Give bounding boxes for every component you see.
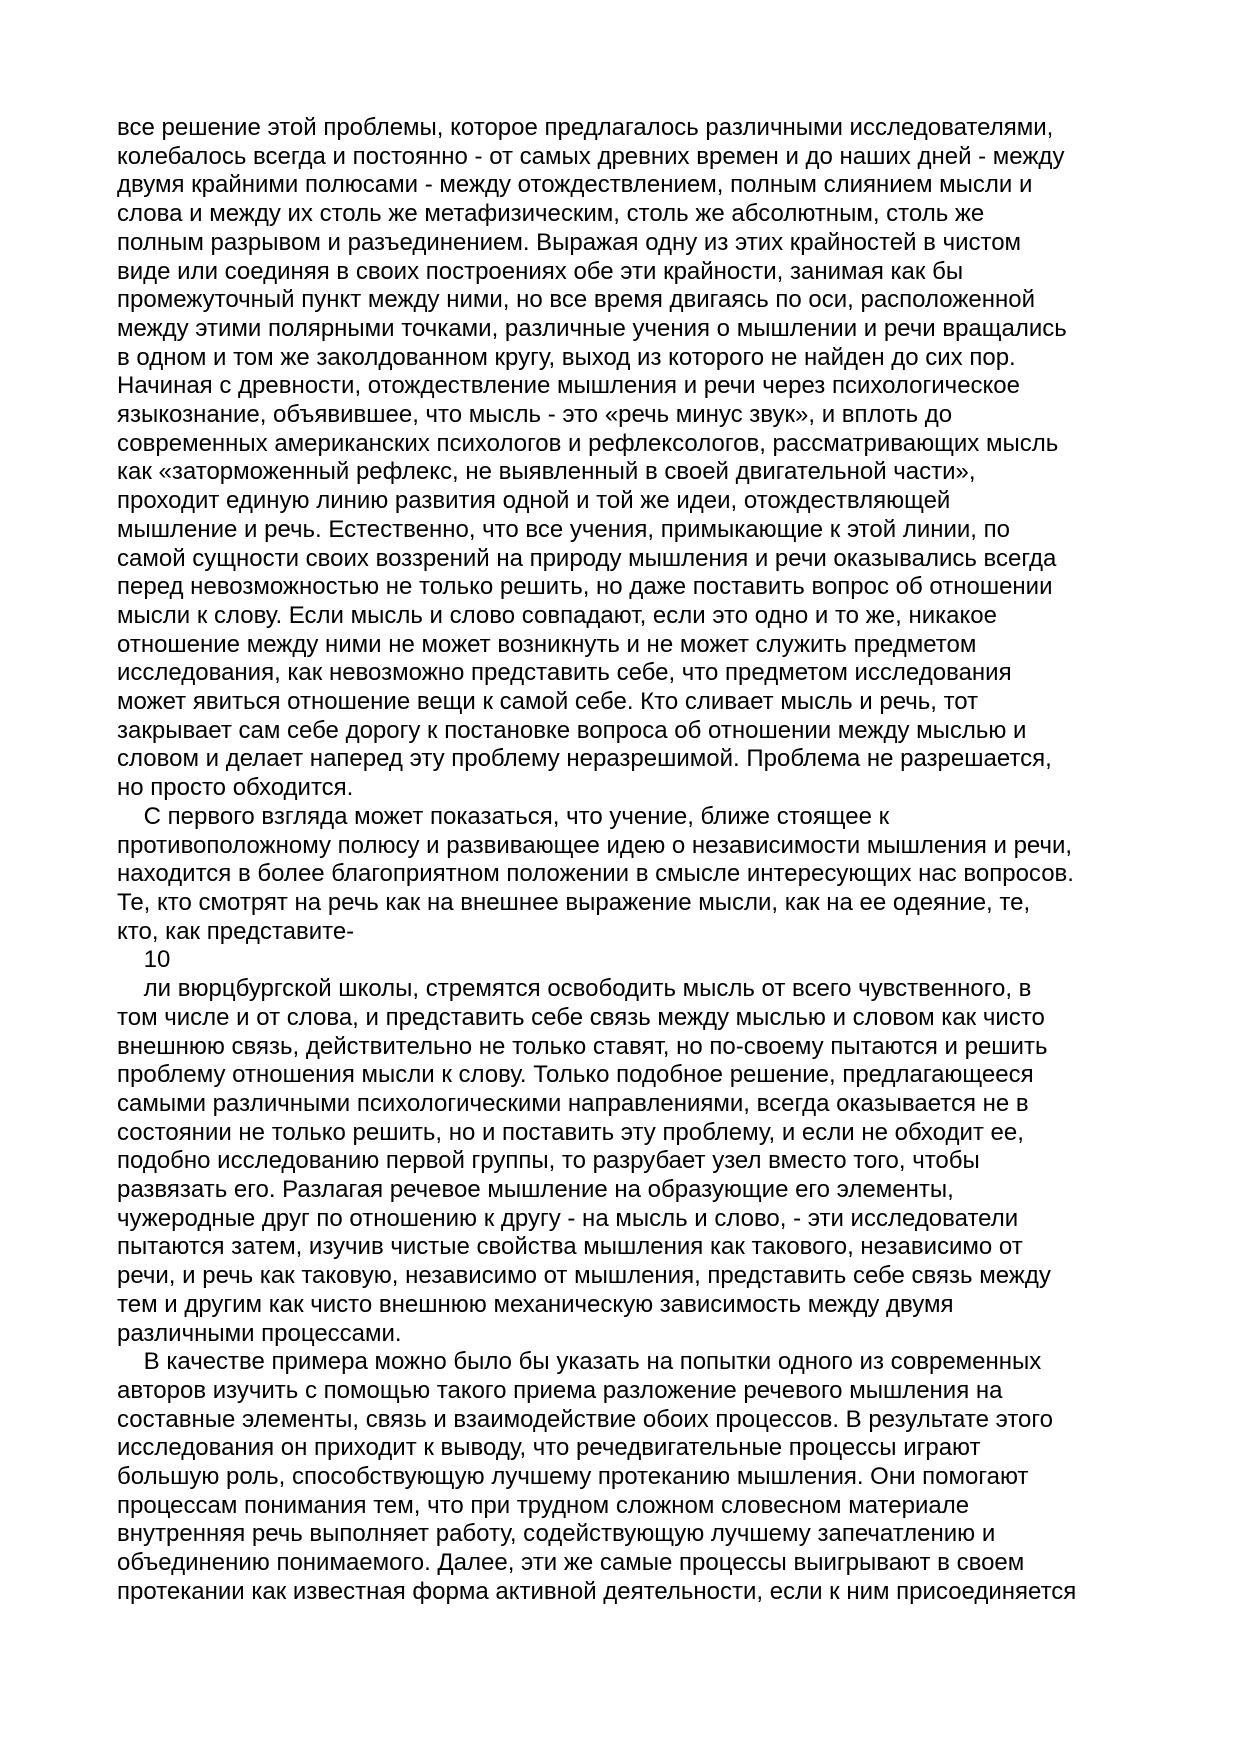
text-line: процессам понимания тем, что при трудном сложном словесном материале bbox=[117, 1491, 970, 1519]
paragraph-example-modern-author bbox=[117, 1348, 1150, 1606]
text-line: объединению понимаемого. Далее, эти же самые процессы выигрывают в своем bbox=[117, 1549, 1025, 1577]
text-line: речи, и речь как таковую, независимо от мышления, представить себе связь между bbox=[117, 1262, 1051, 1290]
text-line: двумя крайними полюсами - между отождествлением, полным слиянием мысли и bbox=[117, 171, 1033, 199]
text-line: языкознание, объявившее, что мысль - это «речь минус звук», и вплоть до bbox=[117, 401, 953, 429]
text-line: перед невозможностью не только решить, но даже поставить вопрос об отношении bbox=[117, 573, 1053, 601]
text-line: внутренняя речь выполняет работу, содействующую лучшему запечатлению и bbox=[117, 1520, 996, 1548]
text-line: находится в более благоприятном положении в смысле интересующих нас вопросов. bbox=[117, 860, 1074, 888]
text-line: противоположному полюсу и развивающее идею о независимости мышления и речи, bbox=[117, 831, 1073, 859]
text-line: С первого взгляда может показаться, что учение, ближе стоящее к bbox=[117, 802, 890, 830]
text-line: отношение между ними не может возникнуть и не может служить предметом bbox=[117, 630, 977, 658]
text-line: авторов изучить с помощью такого приема разложение речевого мышления на bbox=[117, 1376, 1003, 1404]
text-line: полным разрывом и разъединением. Выражая одну из этих крайностей в чистом bbox=[117, 228, 1022, 256]
page-number bbox=[117, 946, 1150, 975]
text-line: проблему отношения мысли к слову. Только подобное решение, предлагающееся bbox=[117, 1061, 1034, 1089]
text-line: состоянии не только решить, но и поставить эту проблему, и если не обходит ее, bbox=[117, 1118, 1024, 1146]
paragraph-opposite-pole bbox=[117, 803, 1150, 947]
text-line: но просто обходится. bbox=[117, 774, 354, 802]
text-line: тем и другим как чисто внешнюю механическую зависимость между двумя bbox=[117, 1290, 954, 1318]
text-line: различными процессами. bbox=[117, 1319, 402, 1347]
text-line: проходит единую линию развития одной и той же идеи, отождествляющей bbox=[117, 487, 951, 515]
text-line: в одном и том же заколдованном кругу, выход из которого не найден до сих пор. bbox=[117, 343, 1016, 371]
text-line: ли вюрцбургской школы, стремятся освободить мысль от всего чувственного, в bbox=[117, 975, 1032, 1003]
text-line: исследования он приходит к выводу, что речедвигательные процессы играют bbox=[117, 1434, 981, 1462]
text-line: подобно исследованию первой группы, то разрубает узел вместо того, чтобы bbox=[117, 1147, 980, 1175]
text-line: слова и между их столь же метафизическим, столь же абсолютным, столь же bbox=[117, 200, 985, 228]
text-line: все решение этой проблемы, которое предлагалось различными исследователями, bbox=[117, 114, 1054, 141]
document-text-body bbox=[117, 114, 1150, 1607]
text-line: составные элементы, связь и взаимодействие обоих процессов. В результате этого bbox=[117, 1405, 1053, 1433]
paragraph-identity-of-thought-and-speech bbox=[117, 114, 1150, 803]
text-line: закрывает сам себе дорогу к постановке вопроса об отношении между мыслью и bbox=[117, 716, 1027, 744]
text-line: кто, как представите- bbox=[117, 917, 355, 945]
text-line: Те, кто смотрят на речь как на внешнее выражение мысли, как на ее одеяние, те, bbox=[117, 888, 1031, 916]
paragraph-wurzburg-school bbox=[117, 975, 1150, 1348]
text-line: колебалось всегда и постоянно - от самых древних времен и до наших дней - между bbox=[117, 142, 1065, 170]
text-line: самыми различными психологическими направлениями, всегда оказывается не в bbox=[117, 1089, 1029, 1117]
page-number-text: 10 bbox=[117, 946, 171, 974]
text-line: между этими полярными точками, различные учения о мышлении и речи вращались bbox=[117, 314, 1067, 342]
text-line: виде или соединяя в своих построениях обе эти крайности, занимая как бы bbox=[117, 257, 964, 285]
text-line: том числе и от слова, и представить себе связь между мыслью и словом как чисто bbox=[117, 1003, 1045, 1031]
text-line: словом и делает наперед эту проблему неразрешимой. Проблема не разрешается, bbox=[117, 745, 1052, 773]
text-line: промежуточный пункт между ними, но все время двигаясь по оси, расположенной bbox=[117, 286, 1036, 314]
text-line: развязать его. Разлагая речевое мышление на образующие его элементы, bbox=[117, 1176, 954, 1204]
text-line: пытаются затем, изучив чистые свойства мышления как такового, независимо от bbox=[117, 1233, 1023, 1261]
text-line: мышление и речь. Естественно, что все учения, примыкающие к этой линии, по bbox=[117, 515, 1010, 543]
text-line: В качестве примера можно было бы указать на попытки одного из современных bbox=[117, 1348, 1042, 1376]
text-line: чужеродные друг по отношению к другу - на мысль и слово, - эти исследователи bbox=[117, 1204, 1019, 1232]
text-line: Начиная с древности, отождествление мышления и речи через психологическое bbox=[117, 372, 1020, 400]
text-line: мысли к слову. Если мысль и слово совпадают, если это одно и то же, никакое bbox=[117, 601, 997, 629]
text-line: внешнюю связь, действительно не только ставят, но по-своему пытаются и решить bbox=[117, 1032, 1048, 1060]
text-line: современных американских психологов и рефлексологов, рассматривающих мысль bbox=[117, 429, 1059, 457]
text-line: самой сущности своих воззрений на природу мышления и речи оказывались всегда bbox=[117, 544, 1057, 572]
text-line: большую роль, способствующую лучшему протеканию мышления. Они помогают bbox=[117, 1463, 1029, 1491]
text-line: протекании как известная форма активной деятельности, если к ним присоединяется bbox=[117, 1577, 1077, 1605]
text-line: исследования, как невозможно представить себе, что предметом исследования bbox=[117, 659, 1012, 687]
text-line: может явиться отношение вещи к самой себе. Кто сливает мысль и речь, тот bbox=[117, 688, 979, 716]
text-line: как «заторможенный рефлекс, не выявленный в своей двигательной части», bbox=[117, 458, 976, 486]
